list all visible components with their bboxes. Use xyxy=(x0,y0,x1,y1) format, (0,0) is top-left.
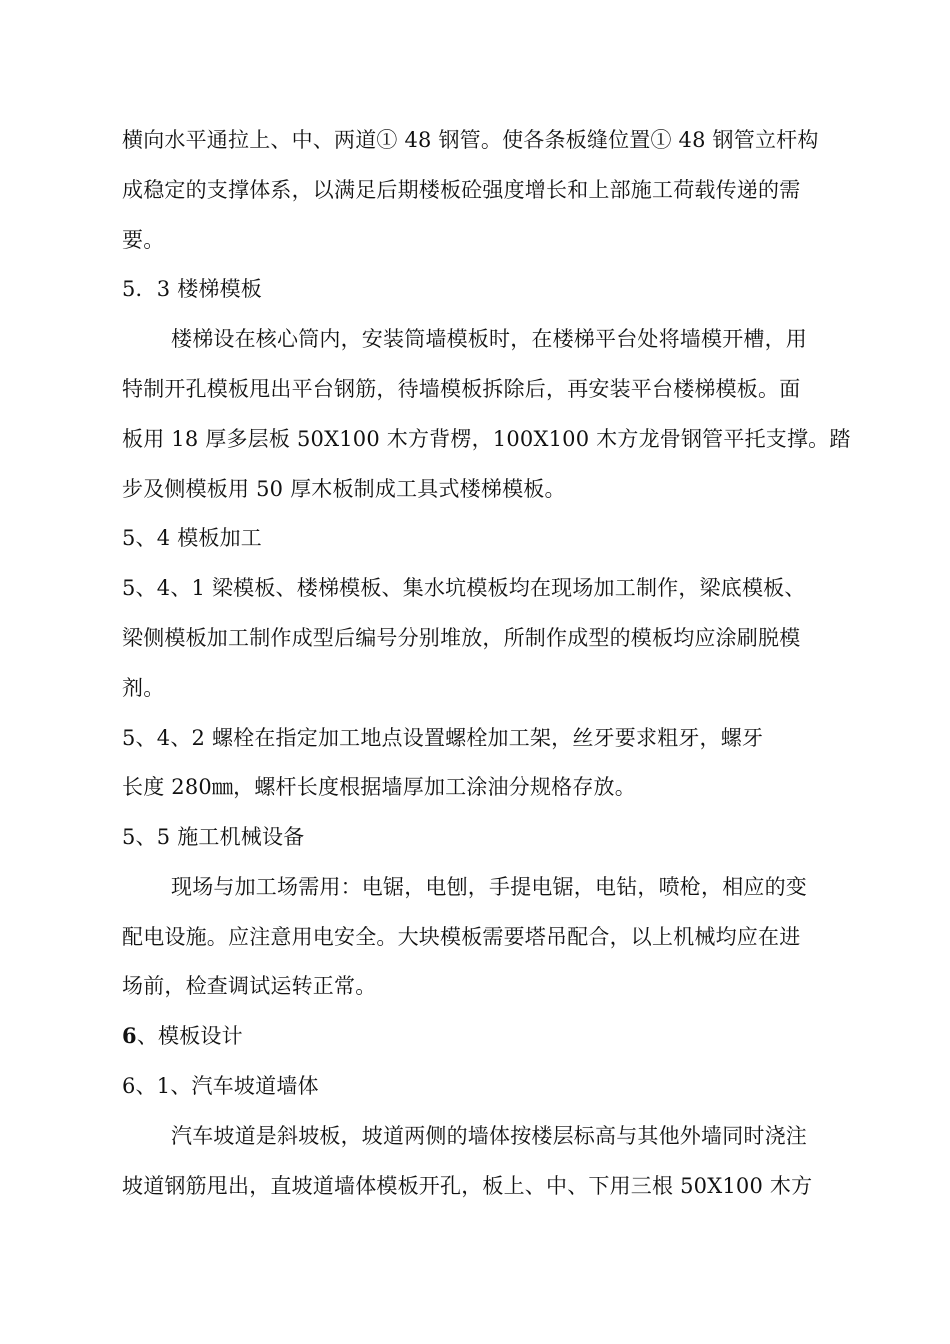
paragraph-line: 长度 280㎜，螺杆长度根据墙厚加工涂油分规格存放。 xyxy=(122,775,636,799)
section-heading-6-1: 6、1、汽车坡道墙体 xyxy=(122,1074,319,1098)
paragraph-line: 板用 18 厚多层板 50X100 木方背楞，100X100 木方龙骨钢管平托支撑。踏 xyxy=(122,427,851,451)
paragraph-line: 场前，检查调试运转正常。 xyxy=(122,974,377,998)
paragraph-line: 横向水平通拉上、中、两道① 48 钢管。使各条板缝位置① 48 钢管立杆构 xyxy=(122,128,819,152)
paragraph-line: 5、4、1 梁模板、楼梯模板、集水坑模板均在现场加工制作，梁底模板、 xyxy=(122,576,806,600)
paragraph-line: 要。 xyxy=(122,228,165,252)
paragraph-line: 坡道钢筋甩出，直坡道墙体模板开孔，板上、中、下用三根 50X100 木方 xyxy=(122,1174,813,1198)
paragraph-line: 汽车坡道是斜坡板，坡道两侧的墙体按楼层标高与其他外墙同时浇注 xyxy=(171,1124,807,1148)
paragraph-line: 特制开孔模板甩出平台钢筋，待墙模板拆除后，再安装平台楼梯模板。面 xyxy=(122,377,801,401)
paragraph-line: 梁侧模板加工制作成型后编号分别堆放，所制作成型的模板均应涂刷脱模 xyxy=(122,626,801,650)
section-heading-5-4: 5、4 模板加工 xyxy=(122,526,262,550)
paragraph-line: 步及侧模板用 50 厚木板制成工具式楼梯模板。 xyxy=(122,477,566,501)
paragraph-line: 现场与加工场需用：电锯，电刨，手提电锯，电钻，喷枪，相应的变 xyxy=(171,875,807,899)
section-number: 6 xyxy=(122,1023,137,1048)
paragraph-line: 剂。 xyxy=(122,676,165,700)
section-heading-5-3: 5．3 楼梯模板 xyxy=(122,277,262,301)
section-heading-6 xyxy=(122,1022,243,1050)
paragraph-line: 楼梯设在核心筒内，安装筒墙模板时，在楼梯平台处将墙模开槽，用 xyxy=(171,327,807,351)
paragraph-line: 配电设施。应注意用电安全。大块模板需要塔吊配合，以上机械均应在进 xyxy=(122,925,801,949)
section-title: 、模板设计 xyxy=(136,1024,243,1048)
section-heading-5-5: 5、5 施工机械设备 xyxy=(122,825,305,849)
paragraph-line: 成稳定的支撑体系，以满足后期楼板砼强度增长和上部施工荷载传递的需 xyxy=(122,178,801,202)
paragraph-line: 5、4、2 螺栓在指定加工地点设置螺栓加工架，丝牙要求粗牙，螺牙 xyxy=(122,726,764,750)
